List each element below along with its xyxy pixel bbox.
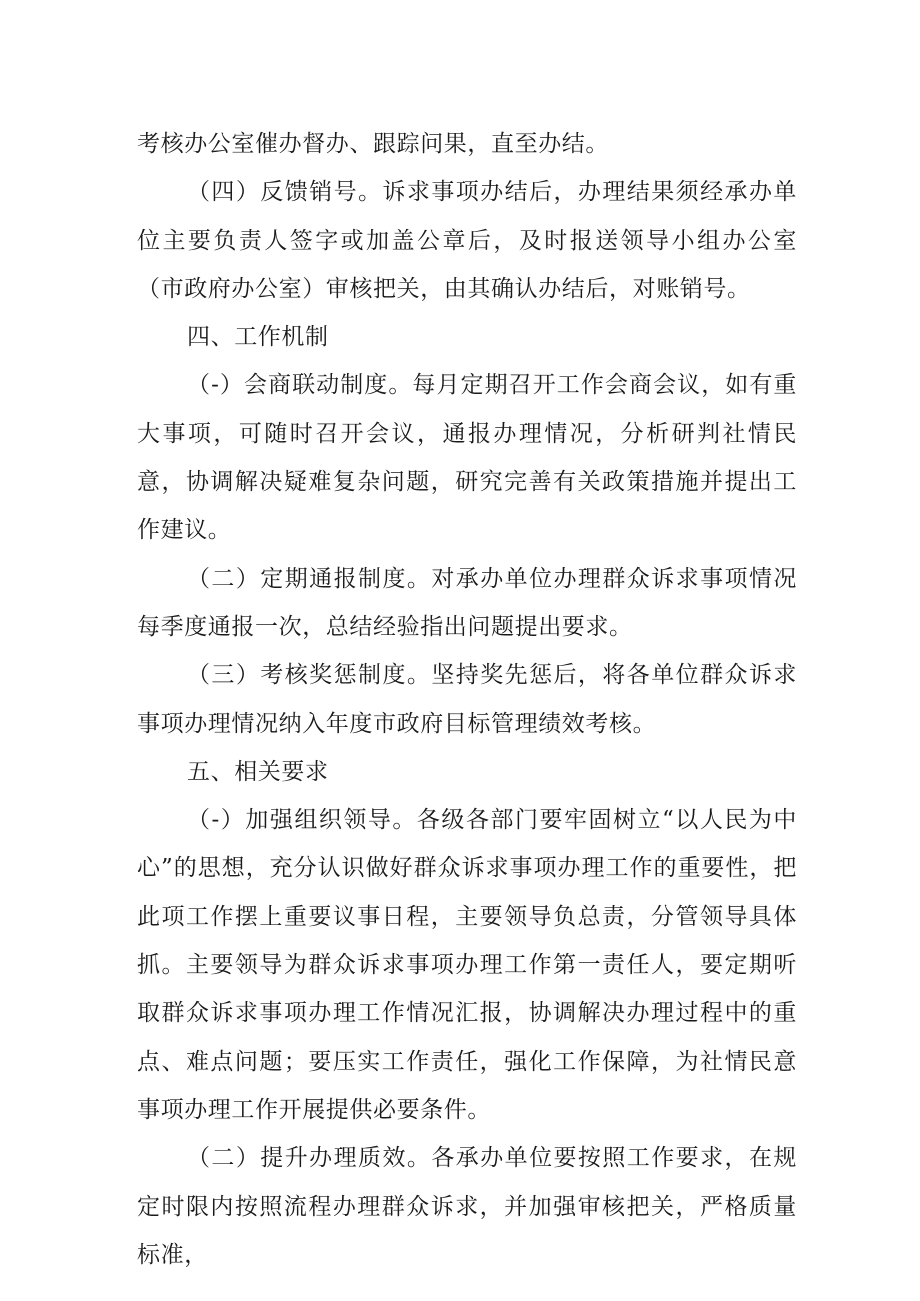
paragraph-regular-report-system: （二）定期通报制度。对承办单位办理群众诉求事项情况每季度通报一次，总结经验指出问题提出要求。 [137,565,797,640]
section-heading-work-mechanism: 四、工作机制 [187,324,329,351]
paragraph-consultation-system: （-）会商联动制度。每月定期召开工作会商会议，如有重大事项，可随时召开会议，通报办理情况，分析研判社情民意，协调解决疑难复杂问题，研究完善有关政策措施并提出工作建议。 [137,372,797,544]
section-heading-requirements: 五、相关要求 [187,758,329,785]
document-body [137,120,797,1279]
paragraph-improve-efficiency: （二）提升办理质效。各承办单位要按照工作要求，在规定时限内按照流程办理群众诉求，并加强审核把关，严格质量标准， [137,1145,797,1268]
paragraph-strengthen-leadership: （-）加强组织领导。各级各部门要牢固树立“以人民为中心”的思想，充分认识做好群众诉求事项办理工作的重要性，把此项工作摆上重要议事日程，主要领导负总责，分管领导具体抓。主要领导为群众诉求事项办理工作第一责任人，要定期听取群众诉求事项办理工作情况汇报，协调解决办理过程中的重点、难点问题；要压实工作责任，强化工作保障，为社情民意事项办理工作开展提供必要条件。 [137,807,797,1123]
paragraph-assessment-system: （三）考核奖惩制度。坚持奖先惩后，将各单位群众诉求事项办理情况纳入年度市政府目标管理绩效考核。 [137,662,797,737]
paragraph-feedback-closure: （四）反馈销号。诉求事项办结后，办理结果须经承办单位主要负责人签字或加盖公章后，及时报送领导小组办公室（市政府办公室）审核把关，由其确认办结后，对账销号。 [137,179,797,302]
paragraph-continuation: 考核办公室催办督办、跟踪问果，直至办结。 [137,131,609,157]
